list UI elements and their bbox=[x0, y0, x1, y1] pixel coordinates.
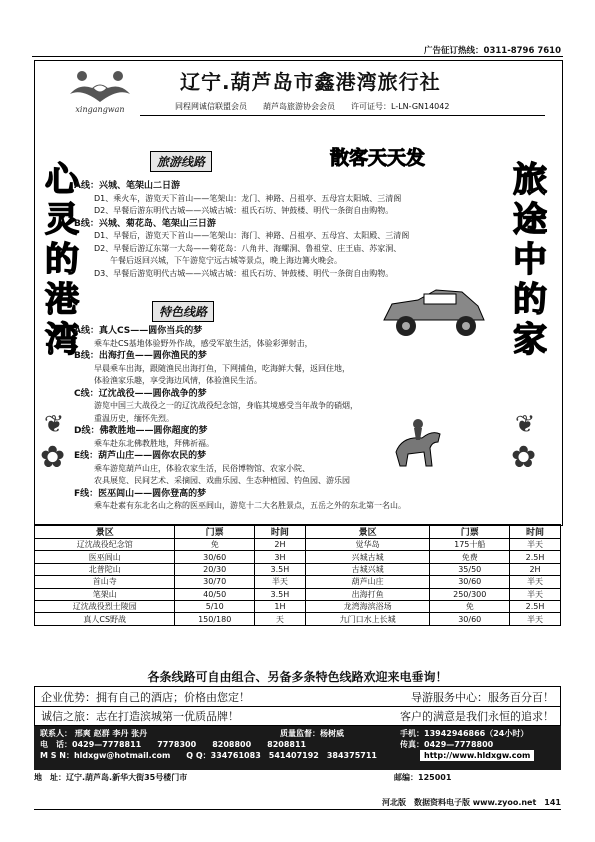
table-cell: 半天 bbox=[510, 539, 561, 551]
flower-ornament-left: ❦ bbox=[44, 410, 65, 438]
table-cell: 3.5H bbox=[254, 588, 305, 600]
banner-scatter: 散客天天发 bbox=[330, 147, 426, 169]
route-a-day1: D1、乘火车，游览天下首山——笔架山：龙门、神路、吕祖亭、五母宫太阳城、三清阁 bbox=[94, 193, 402, 203]
special-route-b: B线：出海打鱼——圆你渔民的梦 bbox=[74, 351, 207, 361]
table-header: 门票 bbox=[175, 525, 255, 539]
table-cell: 35/50 bbox=[430, 563, 510, 575]
contact-line-2 bbox=[40, 739, 555, 750]
advantage-left: 诚信之旅：志在打造滨城第一优质品牌！ bbox=[41, 710, 239, 723]
table-cell: 葫芦山庄 bbox=[305, 576, 430, 588]
special-route-e-desc: 乘车游览葫芦山庄，体验农家生活，民俗博物馆、农家小院、 bbox=[94, 463, 310, 473]
table-cell: 北普陀山 bbox=[35, 563, 175, 575]
table-cell: 出海打鱼 bbox=[305, 588, 430, 600]
table-cell: 觉华岛 bbox=[305, 539, 430, 551]
special-route-a-desc: 乘车赴CS基地体验野外作战，感受军旅生活，体验彩弹射击， bbox=[94, 338, 313, 348]
table-header: 时间 bbox=[254, 525, 305, 539]
flower-ornament-right-2: ✿ bbox=[511, 440, 537, 475]
special-route-f: F线：医巫闾山——圆你登高的梦 bbox=[74, 488, 207, 499]
svg-text:xingangwan: xingangwan bbox=[75, 105, 125, 114]
website-link[interactable]: http://www.hldxgw.com bbox=[420, 750, 534, 761]
table-cell: 5/10 bbox=[175, 600, 255, 612]
special-route-d-desc: 乘车赴东北佛教胜地，拜佛祈福。 bbox=[94, 438, 214, 448]
table-cell: 半天 bbox=[510, 588, 561, 600]
table-cell: 30/60 bbox=[430, 613, 510, 625]
table-cell: 2.5H bbox=[510, 600, 561, 612]
route-a: A线：兴城、笔架山二日游 bbox=[74, 181, 180, 191]
table-cell: 30/60 bbox=[430, 576, 510, 588]
advantage-row-1 bbox=[34, 686, 561, 706]
top-rule bbox=[32, 56, 563, 57]
route-b-day1: D1、早餐后，游览天下首山——笔架山：海门、神路、吕祖亭、五母宫、太阳殿、三清阁 bbox=[94, 231, 410, 240]
table-cell: 1H bbox=[254, 600, 305, 612]
special-route-a: A线：真人CS——圆你当兵的梦 bbox=[74, 326, 203, 336]
special-route-f-desc: 乘车赴素有东北名山之称的医巫闾山，游览十二大名胜景点，五岳之外的东北第一名山。 bbox=[94, 501, 406, 510]
table-cell: 250/300 bbox=[430, 588, 510, 600]
vertical-left-slogan: 心灵的港湾 bbox=[45, 160, 79, 360]
contact-line-1 bbox=[40, 728, 555, 739]
table-cell: 兴城古城 bbox=[305, 551, 430, 563]
table-cell: 免 bbox=[175, 539, 255, 551]
table-cell: 辽沈战役烈士陵园 bbox=[35, 600, 175, 612]
route-b-day3: D3、早餐后游览明代古城——兴城古城：祖氏石坊、钟鼓楼、明代一条街自由购物。 bbox=[94, 268, 394, 278]
flower-ornament-left-2: ✿ bbox=[40, 440, 66, 475]
contact-mobile[interactable]: 手机：13942946866（24小时） bbox=[400, 729, 529, 738]
page-footer: 河北版 数据资料电子版 www.zyoo.net 141 bbox=[381, 798, 561, 807]
special-route-c-desc: 游览中国三大战役之一的辽沈战役纪念馆，身临其境感受当年战争的硝烟， bbox=[94, 401, 358, 410]
table-cell: 3H bbox=[254, 551, 305, 563]
table-cell: 首山寺 bbox=[35, 576, 175, 588]
table-cell: 2.5H bbox=[510, 551, 561, 563]
advantage-right: 导游服务中心：服务百分百！ bbox=[411, 690, 554, 704]
table-row bbox=[35, 576, 561, 588]
table-cell: 龙湾海滨浴场 bbox=[305, 600, 430, 612]
special-route-b-desc: 早晨乘车出海，跟随渔民出海打鱼，下网捕鱼，吃海鲜大餐，返回住地， bbox=[94, 363, 350, 373]
table-cell: 30/70 bbox=[175, 576, 255, 588]
table-row bbox=[35, 551, 561, 563]
table-cell: 150/180 bbox=[175, 613, 255, 625]
special-route-d: D线：佛教胜地——圆你超度的梦 bbox=[74, 426, 208, 436]
advantage-row-2 bbox=[34, 706, 561, 726]
table-cell: 古城兴城 bbox=[305, 563, 430, 575]
vertical-right-slogan: 旅途中的家 bbox=[513, 160, 547, 360]
routes-group-special bbox=[74, 325, 406, 513]
jeep-illustration bbox=[378, 282, 490, 344]
contact-people: 联系人： 邢爽 赵群 李丹 张丹 bbox=[40, 729, 148, 738]
table-cell: 30/60 bbox=[175, 551, 255, 563]
footer-rule bbox=[34, 809, 561, 810]
header-rule bbox=[140, 115, 545, 116]
routes-group-a bbox=[74, 180, 514, 280]
table-cell: 半天 bbox=[510, 613, 561, 625]
advantage-right: 客户的满意是我们永恒的追求！ bbox=[400, 710, 554, 723]
ticket-price-table bbox=[34, 524, 561, 626]
special-route-c: C线：辽沈战役——圆你战争的梦 bbox=[74, 388, 207, 399]
table-cell: 2H bbox=[510, 563, 561, 575]
agency-title: 辽宁.葫芦岛市鑫港湾旅行社 bbox=[180, 70, 441, 94]
table-row bbox=[35, 613, 561, 625]
table-cell: 辽沈战役纪念馆 bbox=[35, 539, 175, 551]
special-route-c-desc-2: 重温历史，缅怀先烈。 bbox=[94, 413, 174, 423]
contact-panel bbox=[34, 726, 561, 770]
special-route-e-desc-2: 农具展览、民间艺术、采摘园、戏曲乐园、生态种植园、钓鱼园、游乐园 bbox=[94, 476, 350, 485]
table-cell: 2H bbox=[254, 539, 305, 551]
agency-address: 地 址：辽宁.葫芦岛.新华大街35号楼门市 bbox=[34, 773, 188, 782]
contact-line-3 bbox=[40, 750, 555, 761]
table-cell: 40/50 bbox=[175, 588, 255, 600]
flower-ornament-right: ❦ bbox=[515, 410, 536, 438]
table-row bbox=[35, 588, 561, 600]
banner-special: 特色线路 bbox=[152, 301, 214, 322]
table-cell: 九门口水上长城 bbox=[305, 613, 430, 625]
table-header: 门票 bbox=[430, 525, 510, 539]
table-cell: 真人CS野战 bbox=[35, 613, 175, 625]
table-header: 景区 bbox=[35, 525, 175, 539]
table-cell: 免 bbox=[430, 600, 510, 612]
horse-rider-illustration bbox=[388, 412, 450, 470]
banner-travel: 旅游线路 bbox=[150, 151, 212, 172]
advantage-left: 企业优势：拥有自己的酒店；价格由您定！ bbox=[41, 690, 250, 704]
route-b-day2: D2、早餐后游辽东第一大岛——菊花岛：八角井、海螺洞、鲁祖堂、庄王庙、苏家洞、 bbox=[94, 243, 402, 253]
table-cell: 免费 bbox=[430, 551, 510, 563]
route-a-day2: D2、早餐后游东明代古城——兴城古城：祖氏石坊、钟鼓楼、明代一条街自由购物。 bbox=[94, 206, 394, 215]
quality-supervisor: 质量监督：杨树威 bbox=[280, 729, 344, 738]
combo-slogan: 各条线路可自由组合、另备多条特色线路欢迎来电垂询！ bbox=[147, 670, 448, 684]
table-cell: 天 bbox=[254, 613, 305, 625]
table-cell: 20/30 bbox=[175, 563, 255, 575]
table-row bbox=[35, 600, 561, 612]
table-header: 景区 bbox=[305, 525, 430, 539]
table-header: 时间 bbox=[510, 525, 561, 539]
contact-phone[interactable]: 电 话：0429—7778811 7778300 8208800 8208811 bbox=[40, 740, 307, 749]
postcode: 邮编：125001 bbox=[394, 773, 452, 782]
table-cell: 医巫闾山 bbox=[35, 551, 175, 563]
table-cell: 半天 bbox=[510, 576, 561, 588]
contact-msn: M S N：hldxgw@hotmail.com Q Q：334761083 541407192 384375711 bbox=[40, 751, 377, 760]
table-cell: 3.5H bbox=[254, 563, 305, 575]
special-route-b-desc-2: 体验渔家乐趣，享受海边风情，体验渔民生活。 bbox=[94, 376, 262, 385]
table-cell: 笔架山 bbox=[35, 588, 175, 600]
agency-credentials: 同程网诚信联盟会员 葫芦岛旅游协会会员 许可证号：L-LN-GN14042 bbox=[175, 102, 450, 111]
table-row bbox=[35, 539, 561, 551]
table-cell: 半天 bbox=[254, 576, 305, 588]
agency-logo bbox=[60, 66, 140, 116]
route-b: B线：兴城、菊花岛、笔架山三日游 bbox=[74, 218, 216, 229]
table-cell: 175十船 bbox=[430, 539, 510, 551]
contact-fax: 传真：0429—7778800 bbox=[400, 740, 494, 749]
address-row bbox=[34, 771, 561, 784]
table-header-row bbox=[35, 525, 561, 539]
special-route-e: E线：葫芦山庄——圆你农民的梦 bbox=[74, 451, 207, 461]
route-b-day2-cont: 午餐后返回兴城，下午游览宁远古城等景点，晚上海边篝火晚会。 bbox=[94, 256, 342, 265]
table-row bbox=[35, 563, 561, 575]
ad-hotline: 广告征订热线：0311-8796 7610 bbox=[424, 46, 561, 56]
